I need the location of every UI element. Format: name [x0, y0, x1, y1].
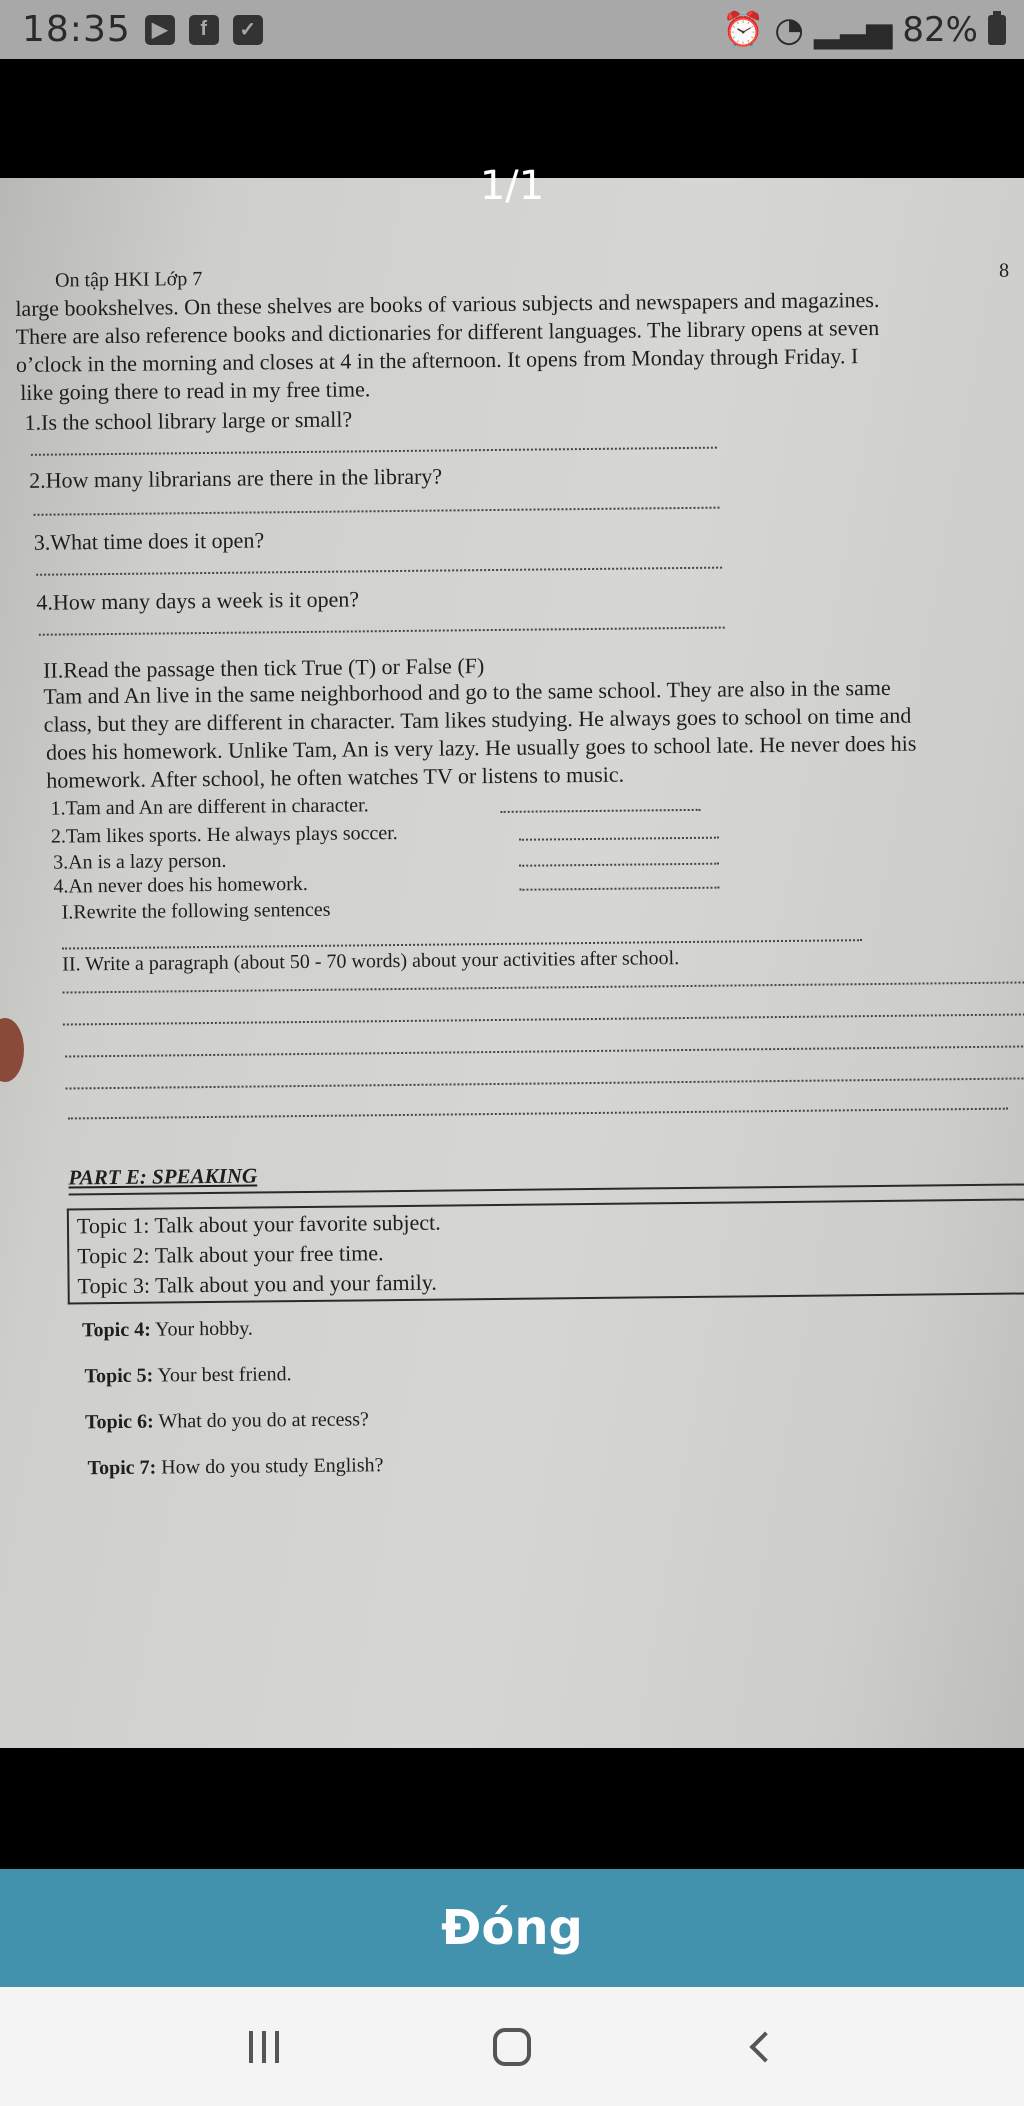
writing-line: [63, 981, 1024, 993]
home-button[interactable]: [472, 2007, 552, 2087]
back-button[interactable]: [720, 2007, 800, 2087]
answer-line: [31, 447, 717, 456]
passage-line: like going there to read in my free time.: [20, 376, 371, 405]
writing-line: [65, 1045, 1024, 1057]
recent-apps-button[interactable]: [224, 2007, 304, 2087]
worksheet-header: On tập HKI Lớp 7: [54, 268, 203, 292]
rewrite-title: I.Rewrite the following sentences: [61, 898, 331, 924]
facebook-icon: f: [189, 15, 219, 45]
checkbox-icon: ✓: [233, 15, 263, 45]
question-3: 3.What time does it open?: [33, 527, 265, 555]
status-right: [722, 10, 1006, 50]
recent-apps-icon: [249, 2031, 279, 2063]
topic-5: [84, 1363, 291, 1388]
passage2-line: class, but they are different in character. Tam likes studying. He always goes to school on time and: [43, 702, 912, 737]
battery-percent: 82%: [902, 9, 978, 50]
question-2: 2.How many librarians are there in the library?: [29, 463, 443, 493]
statement-2: 2.Tam likes sports. He always plays soccer.: [50, 822, 398, 848]
alarm-icon: ⏰: [721, 9, 765, 50]
navigation-bar: [0, 1987, 1024, 2106]
passage2-line: Tam and An live in the same neighborhood and go to the same school. They are also in the same: [43, 674, 891, 709]
topic-text: What do you do at recess?: [158, 1408, 369, 1433]
worksheet-page: [14, 178, 1024, 1748]
answer-line: [501, 809, 701, 813]
answer-line: [39, 627, 725, 636]
topic-label: Topic 6:: [84, 1410, 154, 1434]
question-1: 1.Is the school library large or small?: [24, 406, 353, 435]
question-4: 4.How many days a week is it open?: [36, 586, 360, 615]
home-icon: [493, 2028, 531, 2066]
finger-in-photo: [0, 1018, 24, 1082]
document-photo[interactable]: [0, 178, 1024, 1748]
passage-line: large bookshelves. On these shelves are books of various subjects and newspapers and magazines.: [15, 286, 880, 321]
topic-text: Your best friend.: [157, 1363, 292, 1387]
youtube-icon: ▶: [145, 15, 175, 45]
page-counter: 1/1: [479, 163, 545, 209]
status-time: 18:35: [22, 9, 131, 50]
topic-4: [82, 1318, 253, 1343]
wifi-icon: ◔: [774, 9, 804, 50]
answer-line: [36, 567, 722, 576]
topic-label: Topic 4:: [81, 1318, 151, 1342]
close-button[interactable]: Đóng: [0, 1869, 1024, 1987]
passage-line: There are also reference books and dictionaries for different languages. The library opens at seven: [15, 314, 880, 349]
answer-line: [519, 863, 719, 867]
battery-icon: [988, 15, 1006, 45]
topic-7: [87, 1454, 383, 1480]
paragraph-title: II. Write a paragraph (about 50 - 70 words) about your activities after school.: [62, 947, 680, 976]
back-icon: [749, 2031, 780, 2062]
topic-1: Topic 1: Talk about your favorite subject.: [76, 1209, 441, 1239]
topic-text: How do you study English?: [161, 1454, 384, 1479]
passage-line: o’clock in the morning and closes at 4 in the afternoon. It opens from Monday through Friday. I: [15, 343, 859, 377]
answer-line: [519, 887, 719, 891]
topic-2: Topic 2: Talk about your free time.: [77, 1240, 384, 1269]
writing-line: [66, 1077, 1024, 1089]
topic-6: [85, 1408, 369, 1434]
answer-line: [62, 939, 862, 949]
part-e-title: PART E: SPEAKING: [68, 1163, 258, 1190]
writing-line: [63, 1013, 1024, 1025]
statement-3: 3.An is a lazy person.: [53, 849, 227, 874]
topic-label: Topic 7:: [87, 1456, 157, 1480]
statement-4: 4.An never does his homework.: [53, 872, 308, 898]
answer-line: [519, 837, 719, 841]
section-ii-title: II.Read the passage then tick True (T) or False (F): [43, 653, 485, 683]
writing-line: [68, 1108, 1008, 1120]
status-bar: [0, 0, 1024, 59]
passage2-line: homework. After school, he often watches TV or listens to music.: [46, 761, 625, 793]
passage2-line: does his homework. Unlike Tam, An is very lazy. He usually goes to school late. He never does his: [45, 730, 917, 765]
status-left: [22, 9, 263, 50]
topic-label: Topic 5:: [84, 1364, 154, 1388]
topic-3: Topic 3: Talk about you and your family.: [77, 1269, 437, 1299]
page-number: 8: [998, 259, 1010, 282]
topic-text: Your hobby.: [154, 1317, 253, 1341]
answer-line: [34, 507, 720, 516]
signal-icon: ▂▃▅: [813, 9, 893, 50]
statement-1: 1.Tam and An are different in character.: [50, 794, 369, 820]
